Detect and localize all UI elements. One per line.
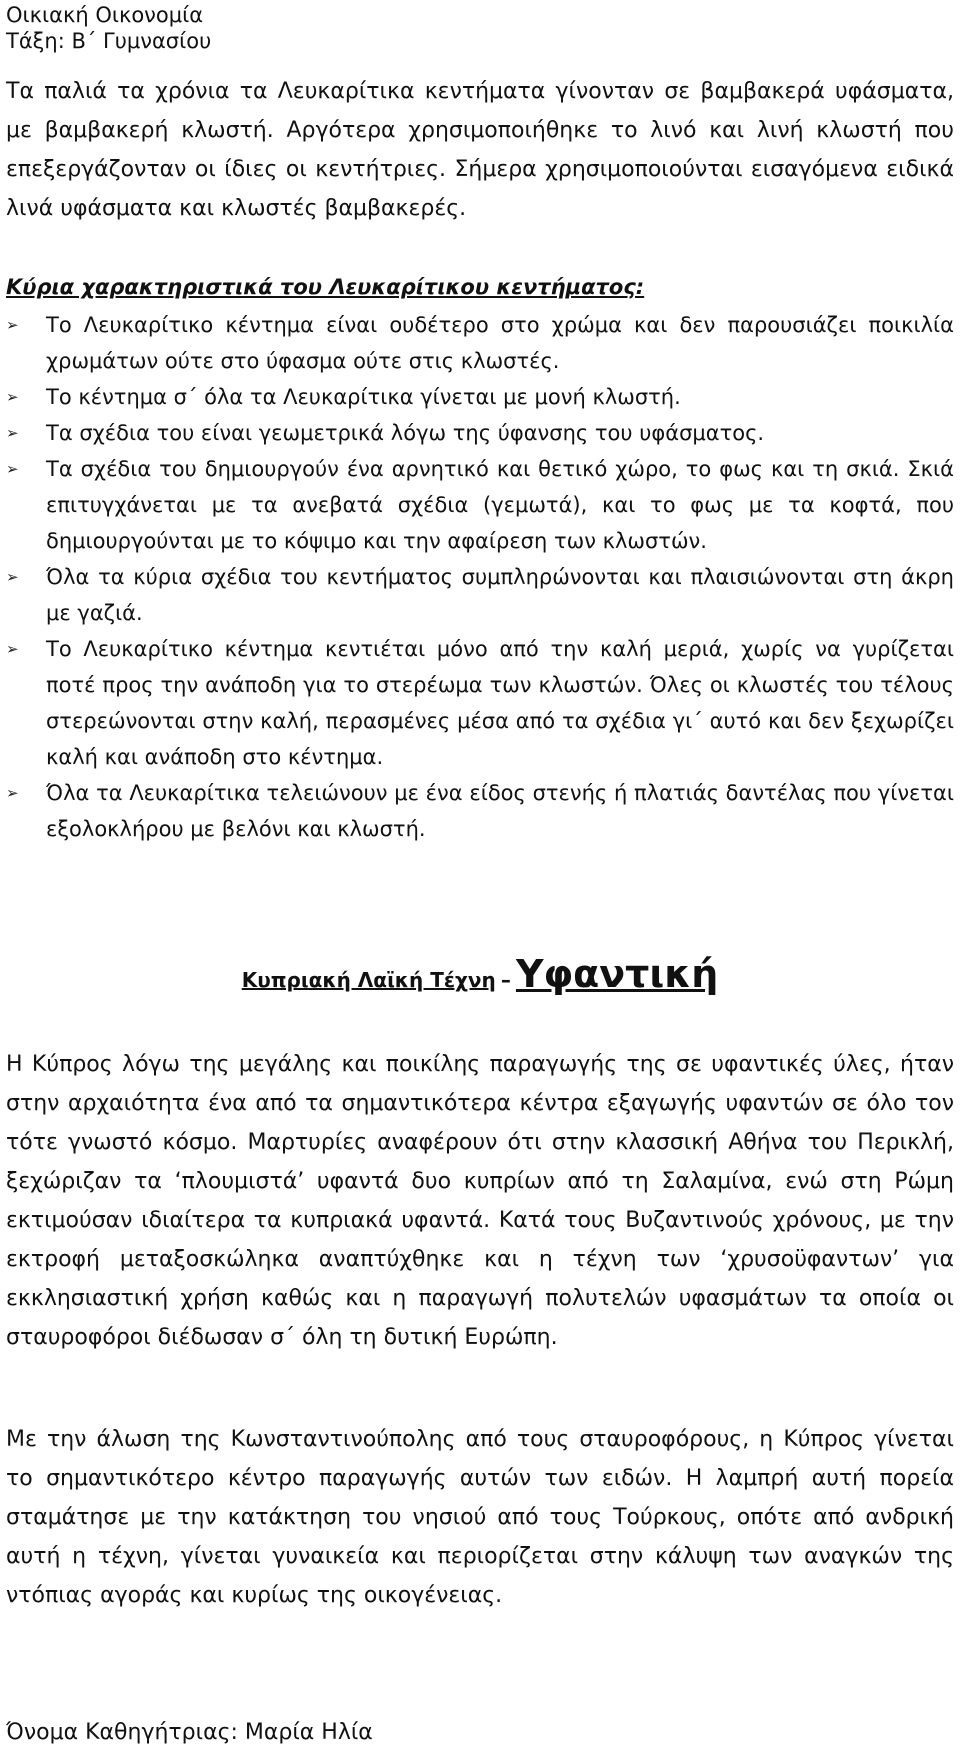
- arrowhead-bullet-icon: ➢: [6, 640, 19, 658]
- section-heading-prefix: Κυπριακή Λαϊκή Τέχνη: [241, 968, 496, 992]
- document-header: [6, 2, 211, 54]
- arrowhead-bullet-icon: ➢: [6, 388, 19, 406]
- list-item-text: Τα σχέδια του δημιουργούν ένα αρνητικό και θετικό χώρο, το φως και τη σκιά. Σκιά επιτυγχάνεται με τα ανεβατά σχέδια (γεμωτά), και το φως με τα κοφτά, που δημιουργούνται με το κόψιμο και την αφαίρεση των κλωστών.: [46, 457, 954, 553]
- section-heading-main: Υφαντική: [515, 952, 719, 996]
- list-item: [6, 415, 954, 451]
- list-item: [6, 775, 954, 847]
- arrowhead-bullet-icon: ➢: [6, 316, 19, 334]
- list-item-text: Το Λευκαρίτικο κέντημα κεντιέται μόνο από την καλή μεριά, χωρίς να γυρίζεται ποτέ προς την ανάποδη για το στερέωμα των κλωστών. Όλες οι κλωστές του τέλους στερεώνονται στην καλή, περασμένες μέσα από τα σχέδια γι΄ αυτό και δεν ξεχωρίζει καλή και ανάποδη στο κέντημα.: [46, 637, 954, 769]
- subject-line: Οικιακή Οικονομία: [6, 3, 204, 27]
- history-paragraph-2: Με την άλωση της Κωνσταντινούπολης από τους σταυροφόρους, η Κύπρος γίνεται το σημαντικότερο κέντρο παραγωγής αυτών των ειδών. Η λαμπρή αυτή πορεία σταμάτησε με την κατάκτηση του νησιού από τους Τούρκους, οπότε από ανδρική αυτή η τέχνη, γίνεται γυναικεία και περιορίζεται στην κάλυψη των αναγκών της ντόπιας αγοράς και κυρίως της οικογένειας.: [6, 1427, 954, 1608]
- arrowhead-bullet-icon: ➢: [6, 460, 19, 478]
- list-item: [6, 559, 954, 631]
- arrowhead-bullet-icon: ➢: [6, 784, 19, 802]
- section-heading: [6, 952, 954, 996]
- list-item-text: Όλα τα κύρια σχέδια του κεντήματος συμπληρώνονται και πλαισιώνονται στη άκρη με γαζιά.: [46, 565, 954, 625]
- list-item-text: Όλα τα Λευκαρίτικα τελειώνουν με ένα είδος στενής ή πλατιάς δαντέλας που γίνεται εξολοκλήρου με βελόνι και κλωστή.: [46, 781, 954, 841]
- class-line: Τάξη: Β΄ Γυμνασίου: [6, 29, 212, 53]
- features-heading: Κύρια χαρακτηριστικά του Λευκαρίτικου κεντήματος:: [6, 275, 645, 299]
- intro-paragraph: Τα παλιά τα χρόνια τα Λευκαρίτικα κεντήματα γίνονταν σε βαμβακερά υφάσματα, με βαμβακερή κλωστή. Αργότερα χρησιμοποιήθηκε το λινό και λινή κλωστή που επεξεργάζονταν οι ίδιες οι κεντήτριες. Σήμερα χρησιμοποιούνται εισαγόμενα ειδικά λινά υφάσματα και κλωστές βαμβακερές.: [6, 79, 954, 221]
- section-heading-dash: –: [500, 968, 511, 992]
- list-item: [6, 307, 954, 379]
- list-item-text: Το κέντημα σ΄ όλα τα Λευκαρίτικα γίνεται με μονή κλωστή.: [46, 385, 681, 409]
- list-item: [6, 631, 954, 775]
- list-item: [6, 379, 954, 415]
- arrowhead-bullet-icon: ➢: [6, 568, 19, 586]
- history-paragraph-1: Η Κύπρος λόγω της μεγάλης και ποικίλης παραγωγής της σε υφαντικές ύλες, ήταν στην αρχαιότητα ένα από τα σημαντικότερα κέντρα εξαγωγής υφαντών σε όλο τον τότε γνωστό κόσμο. Μαρτυρίες αναφέρουν ότι στην κλασσική Αθήνα του Περικλή, ξεχώριζαν τα ‘πλουμιστά’ υφαντά δυο κυπρίων από τη Σαλαμίνα, ενώ στη Ρώμη εκτιμούσαν ιδιαίτερα τα κυπριακά υφαντά. Κατά τους Βυζαντινούς χρόνους, με την εκτροφή μεταξοσκώληκα αναπτύχθηκε και η τέχνη των ‘χρυσοϋφαντων’ για εκκλησιαστική χρήση καθώς και η παραγωγή πολυτελών υφασμάτων τα οποία οι σταυροφόροι διέδωσαν σ΄ όλη τη δυτική Ευρώπη.: [6, 1052, 954, 1350]
- list-item: [6, 451, 954, 559]
- list-item-text: Τα σχέδια του είναι γεωμετρικά λόγω της ύφανσης του υφάσματος.: [46, 421, 765, 445]
- features-list: [6, 307, 954, 847]
- teacher-name-line: Όνομα Καθηγήτριας: Μαρία Ηλία: [6, 1720, 373, 1745]
- list-item-text: Το Λευκαρίτικο κέντημα είναι ουδέτερο στο χρώμα και δεν παρουσιάζει ποικιλία χρωμάτων ούτε στο ύφασμα ούτε στις κλωστές.: [46, 313, 954, 373]
- arrowhead-bullet-icon: ➢: [6, 424, 19, 442]
